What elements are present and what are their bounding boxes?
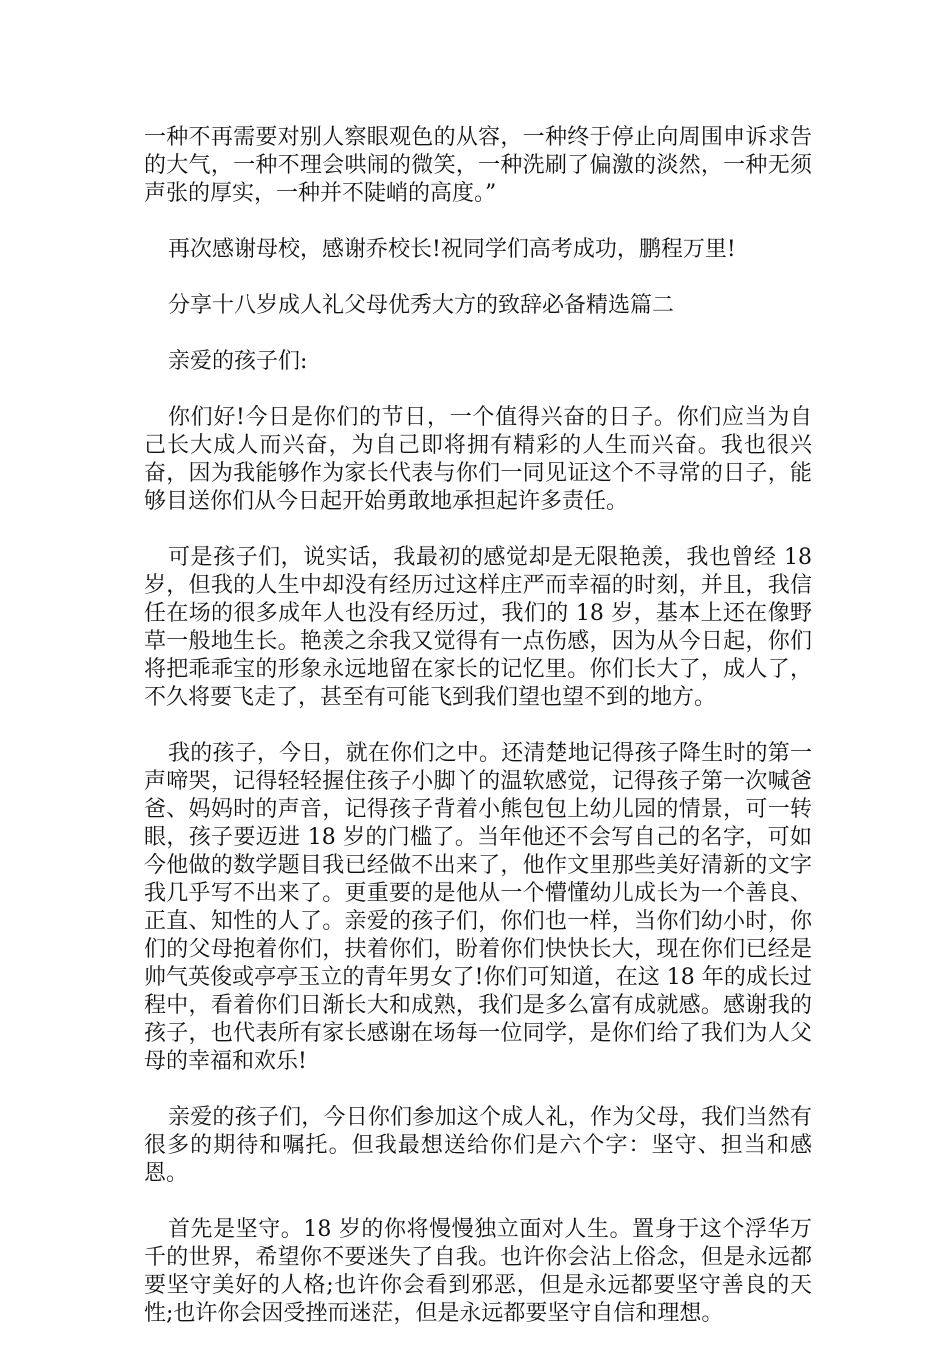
paragraph-thanks: 再次感谢母校，感谢乔校长!祝同学们高考成功，鹏程万里! [168, 237, 736, 262]
paragraph-continuation: 一种不再需要对别人察眼观色的从容，一种终于停止向周围申诉求告的大气，一种不理会哄闹的微笑，一种洗刷了偏激的淡然，一种无须声张的厚实，一种并不陡峭的高度。” [144, 125, 812, 206]
document-body [144, 124, 812, 1356]
paragraph-memories: 我的孩子，今日，就在你们之中。还清楚地记得孩子降生时的第一声啼哭，记得轻轻握住孩子小脚丫的温软感觉，记得孩子第一次喊爸爸、妈妈时的声音，记得孩子背着小熊包包上幼儿园的情景，可一转眼，孩子要迈进 18 岁的门槛了。当年他还不会写自己的名字，可如今他做的数学题目我已经做不出来了，他作文里那些美好清新的文字我几乎写不出来了。更重要的是他从一个懵懂幼儿成长为一个善良、正直、知性的人了。亲爱的孩子们，你们也一样，当你们幼小时，你们的父母抱着你们，扶着你们，盼着你们快快长大，现在你们已经是帅气英俊或亭亭玉立的青年男女了!你们可知道，在这 18 年的成长过程中，看着你们日渐长大和成熟，我们是多么富有成就感。感谢我的孩子，也代表所有家长感谢在场每一位同学，是你们给了我们为人父母的幸福和欢乐! [144, 741, 812, 1074]
salutation: 亲爱的孩子们: [168, 349, 308, 374]
paragraph-greeting: 你们好!今日是你们的节日，一个值得兴奋的日子。你们应当为自己长大成人而兴奋，为自己即将拥有精彩的人生而兴奋。我也很兴奋，因为我能够作为家长代表与你们一同见证这个不寻常的日子，能够目送你们从今日起开始勇敢地承担起许多责任。 [144, 405, 812, 514]
paragraph-feelings: 可是孩子们，说实话，我最初的感觉却是无限艳羡，我也曾经 18 岁，但我的人生中却没有经历过这样庄严而幸福的时刻，并且，我信任在场的很多成年人也没有经历过，我们的 18 岁，基本上还在像野草一般地生长。艳羡之余我又觉得有一点伤感，因为从今日起，你们将把乖乖宝的形象永远地留在家长的记忆里。你们长大了，成人了，不久将要飞走了，甚至有可能飞到我们望也望不到的地方。 [144, 545, 812, 710]
section-heading: 分享十八岁成人礼父母优秀大方的致辞必备精选篇二 [168, 293, 675, 318]
paragraph-persistence: 首先是坚守。18 岁的你将慢慢独立面对人生。置身于这个浮华万千的世界，希望你不要迷失了自我。也许你会沾上俗念，但是永远都要坚守美好的人格;也许你会看到邪恶，但是永远都要坚守善良的天性;也许你会因受挫而迷茫，但是永远都要坚守自信和理想。 [144, 1217, 812, 1326]
paragraph-expectations: 亲爱的孩子们，今日你们参加这个成人礼，作为父母，我们当然有很多的期待和嘱托。但我最想送给你们是六个字：坚守、担当和感恩。 [144, 1105, 812, 1186]
